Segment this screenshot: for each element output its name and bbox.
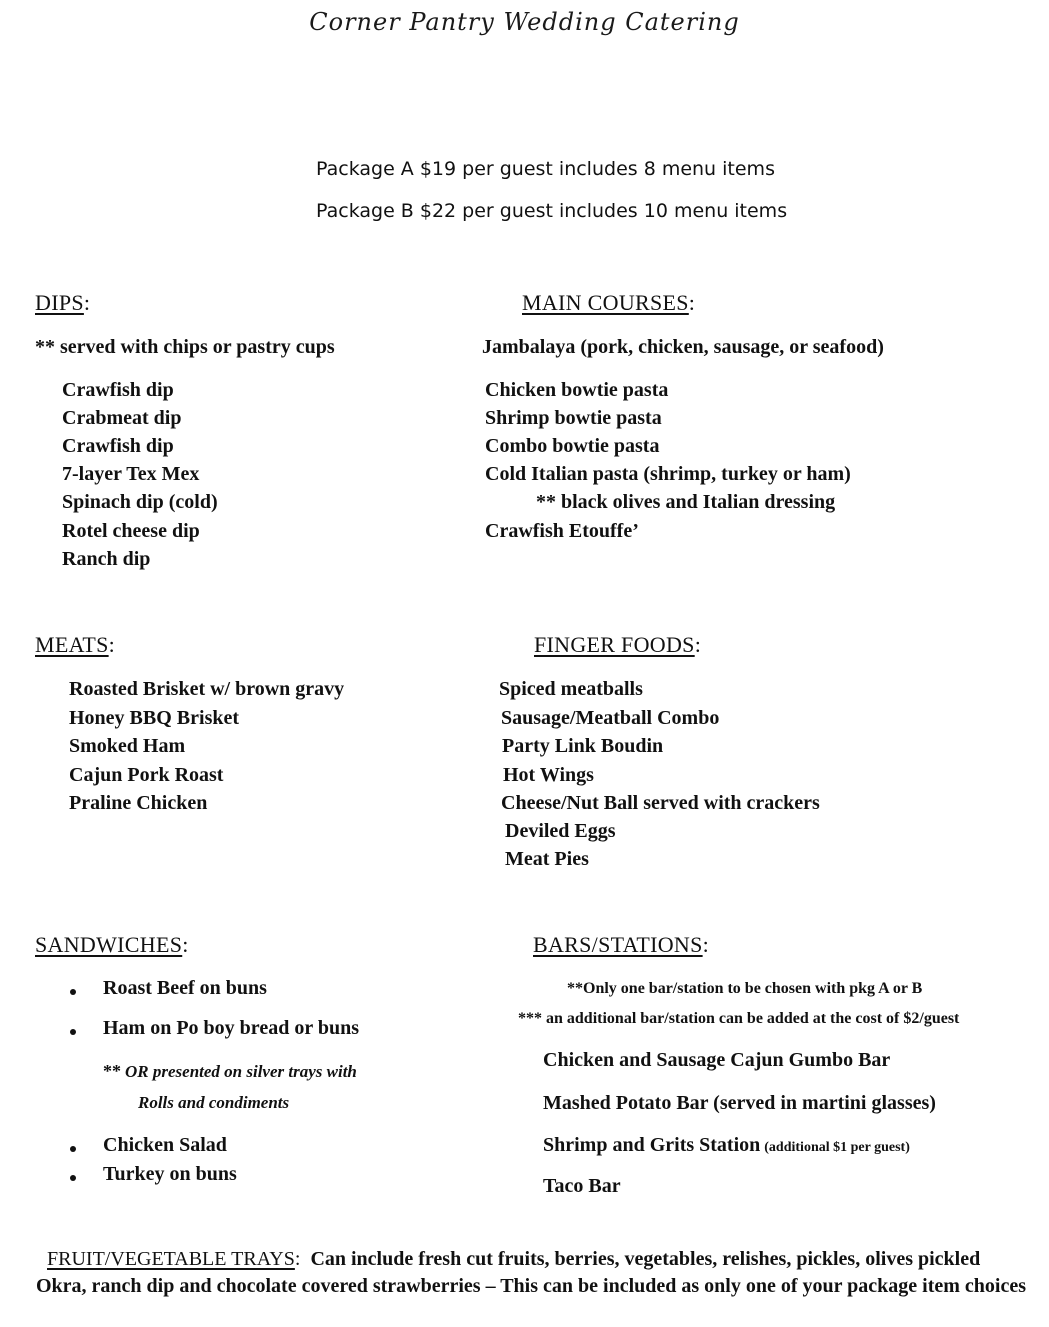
finger-foods-item: Deviled Eggs bbox=[505, 820, 616, 842]
meats-item: Praline Chicken bbox=[69, 792, 208, 814]
bullet-icon bbox=[70, 1146, 76, 1152]
main-courses-heading-colon: : bbox=[688, 290, 696, 315]
meats-heading-colon: : bbox=[108, 632, 116, 657]
bars-stations-item: Taco Bar bbox=[543, 1175, 621, 1197]
sandwiches-heading-colon: : bbox=[182, 932, 189, 957]
dips-item: Rotel cheese dip bbox=[62, 520, 200, 542]
dips-item: Spinach dip (cold) bbox=[62, 491, 218, 513]
bars-stations-item: Chicken and Sausage Cajun Gumbo Bar bbox=[543, 1049, 891, 1071]
bars-stations-shrimp-extra: (additional $1 per guest) bbox=[764, 1140, 910, 1155]
dips-heading-text: DIPS bbox=[35, 290, 84, 315]
finger-foods-item: Party Link Boudin bbox=[502, 735, 664, 757]
sandwiches-note-line1: OR presented on silver trays with bbox=[125, 1062, 357, 1081]
meats-heading-text: MEATS bbox=[35, 632, 109, 657]
main-courses-item: Crawfish Etouffe’ bbox=[485, 520, 639, 542]
bars-stations-note-1: **Only one bar/station to be chosen with pkg A or B bbox=[567, 980, 923, 997]
meats-item: Roasted Brisket w/ brown gravy bbox=[69, 678, 345, 700]
bars-stations-note-2: *** an additional bar/station can be added at the cost of $2/guest bbox=[518, 1010, 960, 1027]
dips-item: 7-layer Tex Mex bbox=[62, 463, 200, 485]
dips-heading-colon: : bbox=[83, 290, 91, 315]
sandwiches-note-line2: Rolls and condiments bbox=[138, 1093, 290, 1112]
bars-stations-item: Shrimp and Grits Station bbox=[543, 1134, 761, 1156]
finger-foods-item: Cheese/Nut Ball served with crackers bbox=[501, 792, 820, 814]
bars-stations-heading bbox=[533, 932, 709, 958]
main-courses-sub-note: ** black olives and Italian dressing bbox=[536, 491, 836, 513]
dips-item: Crabmeat dip bbox=[62, 407, 182, 429]
main-courses-heading-text: MAIN COURSES bbox=[522, 290, 689, 315]
bullet-icon bbox=[70, 989, 76, 995]
meats-item: Honey BBQ Brisket bbox=[69, 707, 240, 729]
fruit-trays-text-1: Can include fresh cut fruits, berries, vegetables, relishes, pickles, olives pickled bbox=[310, 1248, 981, 1270]
meats-item: Cajun Pork Roast bbox=[69, 764, 224, 786]
main-courses-item: Cold Italian pasta (shrimp, turkey or ham) bbox=[485, 463, 851, 485]
fruit-trays-line-1 bbox=[47, 1248, 980, 1271]
fruit-trays-line-2: Okra, ranch dip and chocolate covered strawberries – This can be included as only one of your package item choices bbox=[36, 1275, 1026, 1297]
meats-item: Smoked Ham bbox=[69, 735, 186, 757]
dips-heading bbox=[35, 290, 90, 316]
main-courses-heading bbox=[522, 290, 695, 316]
main-courses-item: Combo bowtie pasta bbox=[485, 435, 660, 457]
finger-foods-item: Meat Pies bbox=[505, 848, 589, 870]
sandwiches-item: Roast Beef on buns bbox=[103, 977, 267, 999]
bullet-icon bbox=[70, 1029, 76, 1035]
finger-foods-item: Hot Wings bbox=[503, 764, 594, 786]
package-a: Package A $19 per guest includes 8 menu items bbox=[316, 158, 775, 180]
sandwiches-item: Chicken Salad bbox=[103, 1134, 227, 1156]
sandwiches-heading bbox=[35, 932, 189, 958]
sandwiches-item: Turkey on buns bbox=[103, 1163, 237, 1185]
dips-item: Crawfish dip bbox=[62, 379, 174, 401]
finger-foods-heading-colon: : bbox=[694, 632, 702, 657]
finger-foods-heading-text: FINGER FOODS bbox=[534, 632, 695, 657]
finger-foods-heading bbox=[534, 632, 701, 658]
dips-note: ** served with chips or pastry cups bbox=[35, 336, 335, 358]
sandwiches-note bbox=[103, 1061, 357, 1082]
finger-foods-item: Sausage/Meatball Combo bbox=[501, 707, 720, 729]
main-courses-lead: Jambalaya (pork, chicken, sausage, or seafood) bbox=[482, 336, 884, 358]
sandwiches-item: Ham on Po boy bread or buns bbox=[103, 1017, 359, 1039]
menu-title: Corner Pantry Wedding Catering bbox=[309, 8, 740, 36]
dips-item: Crawfish dip bbox=[62, 435, 174, 457]
package-b: Package B $22 per guest includes 10 menu items bbox=[316, 200, 788, 222]
meats-heading bbox=[35, 632, 115, 658]
bullet-icon bbox=[70, 1175, 76, 1181]
bars-stations-heading-colon: : bbox=[702, 932, 710, 957]
bars-stations-shrimp-row bbox=[543, 1134, 910, 1157]
dips-item: Ranch dip bbox=[62, 548, 151, 570]
bars-stations-heading-text: BARS/STATIONS bbox=[533, 932, 703, 957]
sandwiches-heading-text: SANDWICHES bbox=[35, 932, 183, 957]
fruit-trays-heading: FRUIT/VEGETABLE TRAYS bbox=[47, 1248, 295, 1270]
main-courses-item: Chicken bowtie pasta bbox=[485, 379, 669, 401]
fruit-trays-colon: : bbox=[294, 1248, 301, 1270]
main-courses-item: Shrimp bowtie pasta bbox=[485, 407, 662, 429]
bars-stations-item: Mashed Potato Bar (served in martini glasses) bbox=[543, 1092, 936, 1114]
sandwiches-note-stars: ** bbox=[103, 1061, 121, 1081]
finger-foods-item: Spiced meatballs bbox=[499, 678, 643, 700]
